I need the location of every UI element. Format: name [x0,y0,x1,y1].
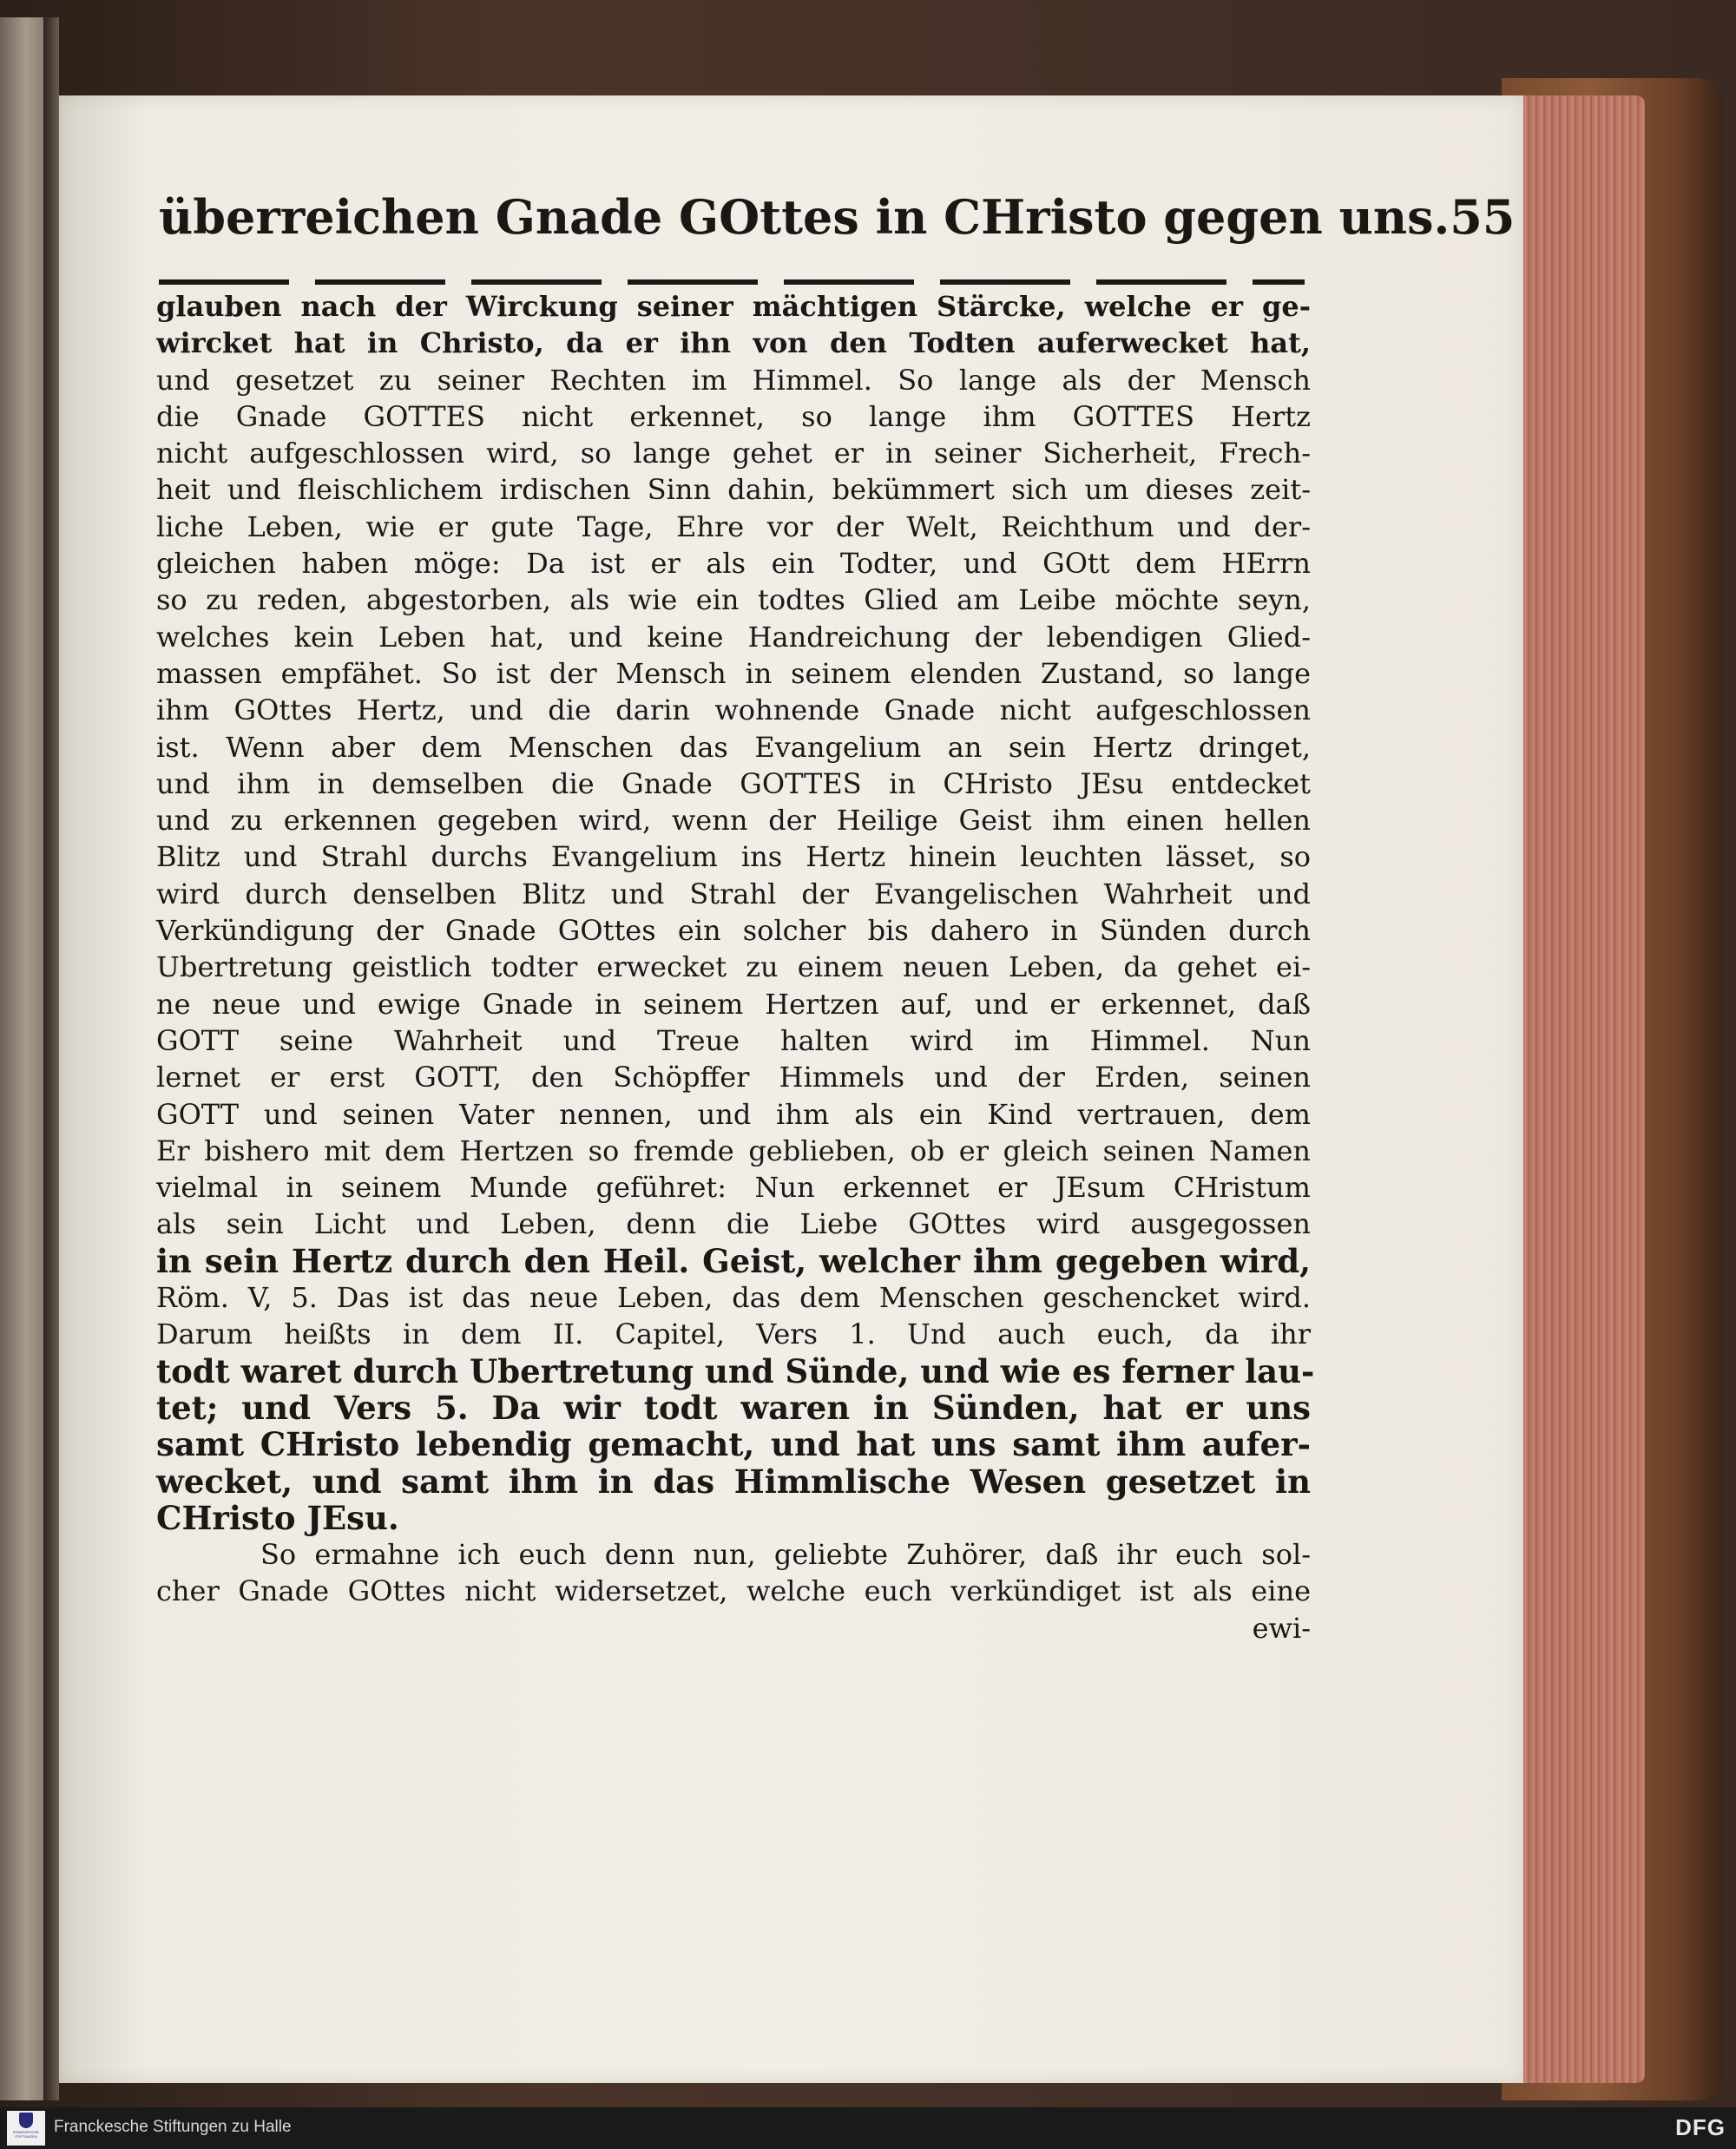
text-line: wircket hat in Christo, da er ihn von den Todten auferwecket hat, [156,326,1311,360]
text-line: und zu erkennen gegeben wird, wenn der Heilige Geist ihm einen hellen [156,804,1311,838]
page-header [159,189,1516,245]
text-line: und gesetzet zu seiner Rechten im Himmel. So lange als der Mensch [156,363,1311,397]
crest-icon [19,2113,33,2128]
dfg-logo: DFG [1675,2114,1726,2140]
text-line: GOTT seine Wahrheit und Treue halten wird im Himmel. Nun [156,1023,1311,1057]
logo-caption: FRANCKESCHE STIFTUNGEN [12,2130,40,2139]
text-line: glauben nach der Wirckung seiner mächtigen Stärcke, welche er ge- [156,290,1311,323]
text-line: So ermahne ich euch denn nun, geliebte Zuhörer, daß ihr euch sol- [260,1538,1311,1572]
viewer-footer [0,2107,1736,2149]
text-line: Blitz und Strahl durchs Evangelium ins Hertz hinein leuchten lässet, so [156,840,1311,874]
text-line: liche Leben, wie er gute Tage, Ehre vor der Welt, Reichthum und der- [156,509,1311,543]
text-line: Ubertretung geistlich todter erwecket zu einem neuen Leben, da gehet ei- [156,950,1311,984]
text-line: die Gnade GOTTES nicht erkennet, so lange ihm GOTTES Hertz [156,399,1311,433]
page-edges [1523,95,1645,2083]
text-line: Verkündigung der Gnade GOttes ein solcher bis dahero in Sünden durch [156,914,1311,948]
text-line: heit und fleischlichem irdischen Sinn dahin, bekümmert sich um dieses zeit- [156,473,1311,507]
institution-logo [7,2111,45,2146]
text-line: ihm GOttes Hertz, und die darin wohnende Gnade nicht aufgeschlossen [156,693,1311,727]
text-line: GOTT und seinen Vater nennen, und ihm als ein Kind vertrauen, dem [156,1097,1311,1131]
page-number: 55 [1450,189,1516,245]
book-gutter [43,17,59,2100]
text-line: als sein Licht und Leben, denn die Liebe GOttes wird ausgegossen [156,1207,1311,1241]
catchword: ewi- [1252,1611,1311,1645]
text-line: wird durch denselben Blitz und Strahl der Evangelischen Wahrheit und [156,877,1311,910]
text-line: vielmal in seinem Munde geführet: Nun erkennet er JEsum CHristum [156,1171,1311,1205]
body-text [156,288,1315,1646]
book-page [59,95,1523,2083]
running-title: überreichen Gnade GOttes in CHristo gegen uns. [159,189,1450,245]
text-line: lernet er erst GOTT, den Schöpffer Himmels und der Erden, seinen [156,1061,1311,1094]
institution-name: Franckesche Stiftungen zu Halle [54,2118,292,2136]
text-line: Röm. V, 5. Das ist das neue Leben, das dem Menschen geschencket wird. [156,1281,1311,1315]
text-line: wecket, und samt ihm in das Himmlische Wesen gesetzet in [156,1462,1311,1501]
text-line: nicht aufgeschlossen wird, so lange gehet er in seiner Sicherheit, Frech- [156,437,1311,470]
text-line: Er bishero mit dem Hertzen so fremde geblieben, ob er gleich seinen Namen [156,1134,1311,1167]
text-line: gleichen haben möge: Da ist er als ein Todter, und GOtt dem HErrn [156,547,1311,581]
text-line: in sein Hertz durch den Heil. Geist, welcher ihm gegeben wird, [156,1241,1311,1280]
text-line: CHristo JEsu. [156,1498,399,1537]
header-rule [159,279,1305,285]
text-line: welches kein Leben hat, und keine Handreichung der lebendigen Glied- [156,620,1311,654]
text-line: ne neue und ewige Gnade in seinem Hertzen auf, und er erkennet, daß [156,987,1311,1021]
text-line: massen empfähet. So ist der Mensch in seinem elenden Zustand, so lange [156,656,1311,690]
text-line: tet; und Vers 5. Da wir todt waren in Sünden, hat er uns [156,1388,1311,1427]
text-line: so zu reden, abgestorben, als wie ein todtes Glied am Leibe möchte seyn, [156,583,1311,617]
text-line: ist. Wenn aber dem Menschen das Evangelium an sein Hertz dringet, [156,730,1311,764]
text-line: cher Gnade GOttes nicht widersetzet, welche euch verkündiget ist als eine [156,1574,1311,1608]
text-line: todt waret durch Ubertretung und Sünde, und wie es ferner lau- [156,1351,1315,1390]
left-page-edge [0,17,43,2100]
text-line: Darum heißts in dem II. Capitel, Vers 1. Und auch euch, da ihr [156,1318,1311,1351]
text-line: samt CHristo lebendig gemacht, und hat uns samt ihm aufer- [156,1425,1311,1464]
text-line: und ihm in demselben die Gnade GOTTES in CHristo JEsu entdecket [156,766,1311,800]
